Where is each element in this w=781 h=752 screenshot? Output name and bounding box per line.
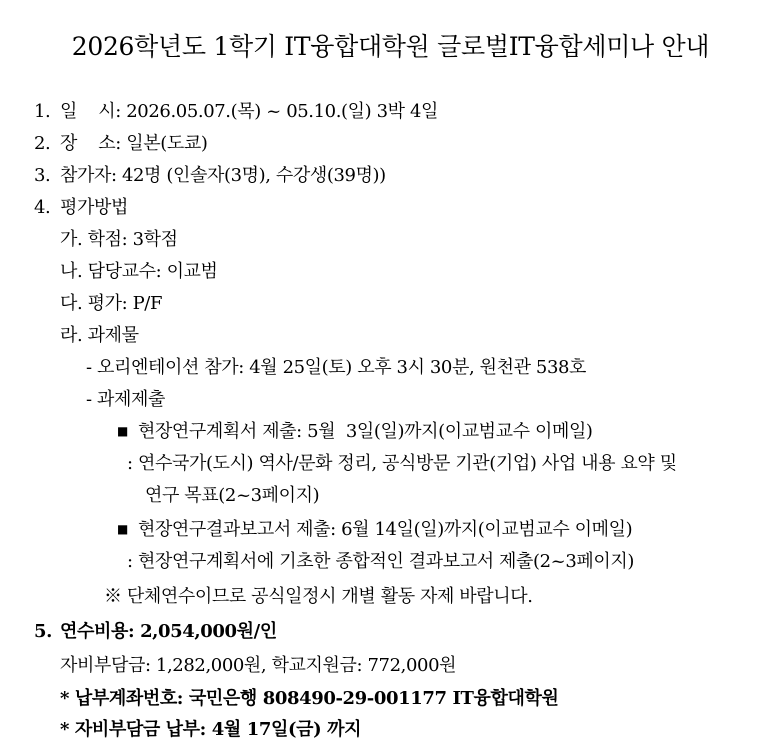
item-schedule: [34, 101, 438, 123]
plan-text: 현장연구계획서 제출: 5월 3일(일)까지(이교범교수 이메일): [137, 421, 593, 442]
professor-line: 나. 담당교수: 이교범: [60, 261, 218, 282]
grading-line: 다. 평가: P/F: [60, 293, 163, 314]
item-number: 5.: [34, 621, 52, 642]
evaluation-heading: 평가방법: [60, 197, 128, 218]
deadline-line: * 자비부담금 납부: 4월 17일(금) 까지: [60, 719, 362, 740]
square-bullet-icon: ■: [117, 522, 128, 536]
item-cost: [34, 621, 277, 643]
note-line: ※ 단체연수이므로 공식일정시 개별 활동 자제 바랍니다.: [104, 586, 533, 607]
submission-line: - 과제제출: [86, 389, 165, 410]
result-desc-line: : 현장연구계획서에 기초한 종합적인 결과보고서 제출(2~3페이지): [127, 551, 635, 572]
item-participants: [34, 165, 386, 187]
schedule-text: 일 시: 2026.05.07.(목) ~ 05.10.(일) 3박 4일: [60, 101, 438, 122]
result-line: [117, 519, 632, 542]
item-number: 3.: [34, 165, 51, 186]
place-text: 장 소: 일본(도쿄): [60, 133, 208, 154]
account-line: * 납부계좌번호: 국민은행 808490-29-001177 IT융합대학원: [60, 688, 559, 709]
page-title: 2026학년도 1학기 IT융합대학원 글로벌IT융합세미나 안내: [71, 32, 710, 61]
square-bullet-icon: ■: [117, 424, 128, 438]
plan-line: [117, 421, 593, 444]
item-number: 2.: [34, 133, 51, 154]
cost-heading: 연수비용: 2,054,000원/인: [60, 621, 277, 642]
assignment-line: 라. 과제물: [60, 325, 139, 346]
plan-desc-line: 연구 목표(2~3페이지): [145, 485, 320, 506]
participants-text: 참가자: 42명 (인솔자(3명), 수강생(39명)): [60, 165, 386, 186]
plan-desc-line: : 연수국가(도시) 역사/문화 정리, 공식방문 기관(기업) 사업 내용 요약 및: [127, 453, 677, 474]
item-number: 4.: [34, 197, 51, 218]
orientation-line: - 오리엔테이션 참가: 4월 25일(토) 오후 3시 30분, 원천관 538호: [86, 357, 587, 378]
item-number: 1.: [34, 101, 51, 122]
item-evaluation: [34, 197, 128, 219]
credit-line: 가. 학점: 3학점: [60, 229, 178, 250]
cost-breakdown-line: 자비부담금: 1,282,000원, 학교지원금: 772,000원: [60, 655, 457, 676]
item-place: [34, 133, 207, 155]
result-text: 현장연구결과보고서 제출: 6월 14일(일)까지(이교범교수 이메일): [137, 519, 633, 540]
